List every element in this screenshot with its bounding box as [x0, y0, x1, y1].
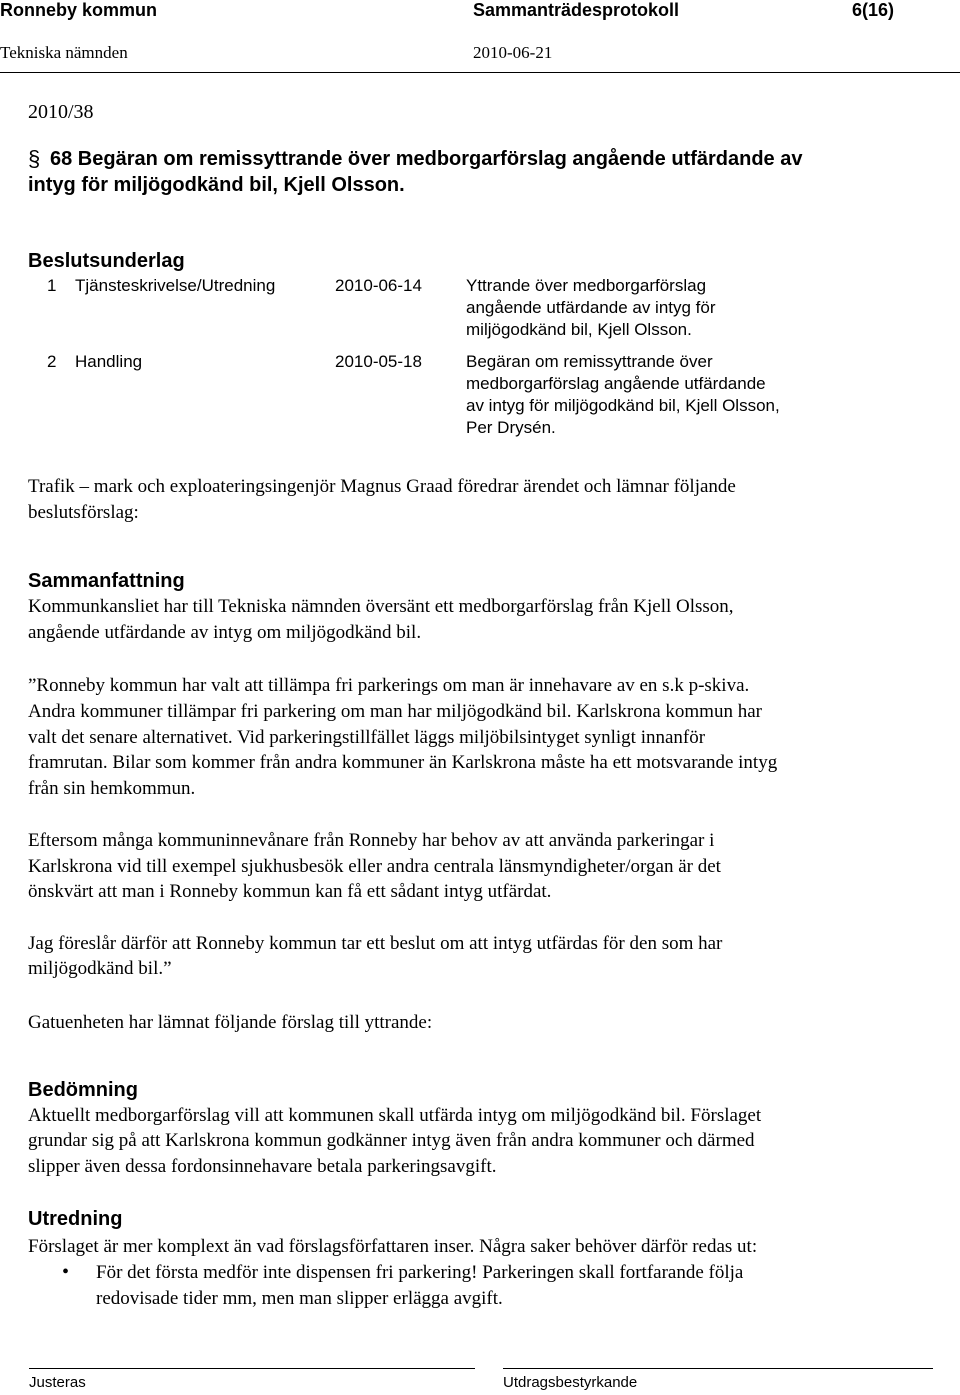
quote-line: valt det senare alternativet. Vid parkeringstillfället läggs miljöbilsintyget synligt innanför: [28, 727, 706, 748]
quote-line: Jag föreslår därför att Ronneby kommun tar ett beslut om att intyg utfärdas för den som har: [28, 933, 723, 954]
quote-line: Eftersom många kommuninnevånare från Ronneby har behov av att använda parkeringar i: [28, 830, 715, 851]
doc-2-desc-line: medborgarförslag angående utfärdande: [466, 374, 766, 393]
doc-2-date: 2010-05-18: [335, 352, 422, 371]
doc-1-number: 1: [47, 276, 57, 295]
doc-2-desc-line: Per Drysén.: [466, 418, 556, 437]
org-name: Ronneby kommun: [0, 0, 158, 20]
utredning-heading: Utredning: [28, 1208, 123, 1230]
doc-1-desc-line: angående utfärdande av intyg för: [466, 298, 716, 317]
bedomning-heading: Bedömning: [28, 1079, 138, 1101]
committee-name: Tekniska nämnden: [0, 43, 128, 62]
doc-2-number: 2: [47, 352, 57, 371]
sammanfattning-heading: Sammanfattning: [28, 570, 185, 592]
page-number: 6(16): [852, 0, 895, 20]
bullet-line: För det första medför inte dispensen fri parkering! Parkeringen skall fortfarande följa: [96, 1262, 744, 1283]
paragraph-title-line1: 68 Begäran om remissyttrande över medborgarförslag angående utfärdande av: [50, 148, 803, 170]
doc-1-date: 2010-06-14: [335, 276, 422, 295]
footer-justeras: Justeras: [29, 1374, 86, 1391]
quote-line: ”Ronneby kommun har valt att tillämpa fri parkerings om man är innehavare av en s.k p-skiva.: [28, 675, 750, 696]
paragraph-title-line2: intyg för miljögodkänd bil, Kjell Olsson.: [28, 174, 405, 196]
footer-utdragsbestyrkande: Utdragsbestyrkande: [503, 1374, 638, 1391]
header-divider: [0, 72, 960, 73]
doc-1-desc-line: miljögodkänd bil, Kjell Olsson.: [466, 320, 692, 339]
quote-line: Karlskrona vid till exempel sjukhusbesök eller andra centrala länsmyndigheter/organ är det: [28, 856, 721, 877]
footer-divider-left: [29, 1368, 475, 1369]
bullet-line: redovisade tider mm, men man slipper erlägga avgift.: [96, 1288, 503, 1309]
meeting-date: 2010-06-21: [473, 43, 553, 62]
quote-line: miljögodkänd bil.”: [28, 958, 172, 979]
bullet-icon: •: [62, 1261, 70, 1283]
intro-line: Trafik – mark och exploateringsingenjör Magnus Graad föredrar ärendet och lämnar följande: [28, 476, 736, 497]
intro-line: beslutsförslag:: [28, 502, 139, 523]
doc-2-type: Handling: [75, 352, 143, 371]
doc-2-desc-line: Begäran om remissyttrande över: [466, 352, 713, 371]
assessment-line: slipper även dessa fordonsinnehavare betala parkeringsavgift.: [28, 1156, 497, 1177]
beslutsunderlag-heading: Beslutsunderlag: [28, 250, 185, 272]
quote-line: från sin hemkommun.: [28, 778, 196, 799]
doc-type: Sammanträdesprotokoll: [473, 0, 680, 20]
proposal-intro: Gatuenheten har lämnat följande förslag till yttrande:: [28, 1012, 433, 1033]
paragraph-mark: §: [28, 146, 41, 171]
summary-line: Kommunkansliet har till Tekniska nämnden översänt ett medborgarförslag från Kjell Olsson,: [28, 596, 734, 617]
investigation-intro: Förslaget är mer komplext än vad förslagsförfattaren inser. Några saker behöver därför redas ut:: [28, 1236, 758, 1257]
doc-1-desc-line: Yttrande över medborgarförslag: [466, 276, 707, 295]
assessment-line: grundar sig på att Karlskrona kommun godkänner intyg även från andra kommuner och därmed: [28, 1130, 755, 1151]
footer-divider-right: [503, 1368, 933, 1369]
quote-line: önskvärt att man i Ronneby kommun kan få ett sådant intyg utfärdat.: [28, 881, 552, 902]
quote-line: Andra kommuner tillämpar fri parkering om man har miljögodkänd bil. Karlskrona kommun har: [28, 701, 762, 722]
assessment-line: Aktuellt medborgarförslag vill att kommunen skall utfärda intyg om miljögodkänd bil. Förslaget: [28, 1105, 762, 1126]
doc-2-desc-line: av intyg för miljögodkänd bil, Kjell Olsson,: [466, 396, 780, 415]
summary-line: angående utfärdande av intyg om miljögodkänd bil.: [28, 622, 422, 643]
doc-1-type: Tjänsteskrivelse/Utredning: [75, 276, 276, 295]
case-number: 2010/38: [28, 101, 94, 123]
quote-line: framrutan. Bilar som kommer från andra kommuner än Karlskrona måste ha ett motsvarande intyg: [28, 752, 778, 773]
